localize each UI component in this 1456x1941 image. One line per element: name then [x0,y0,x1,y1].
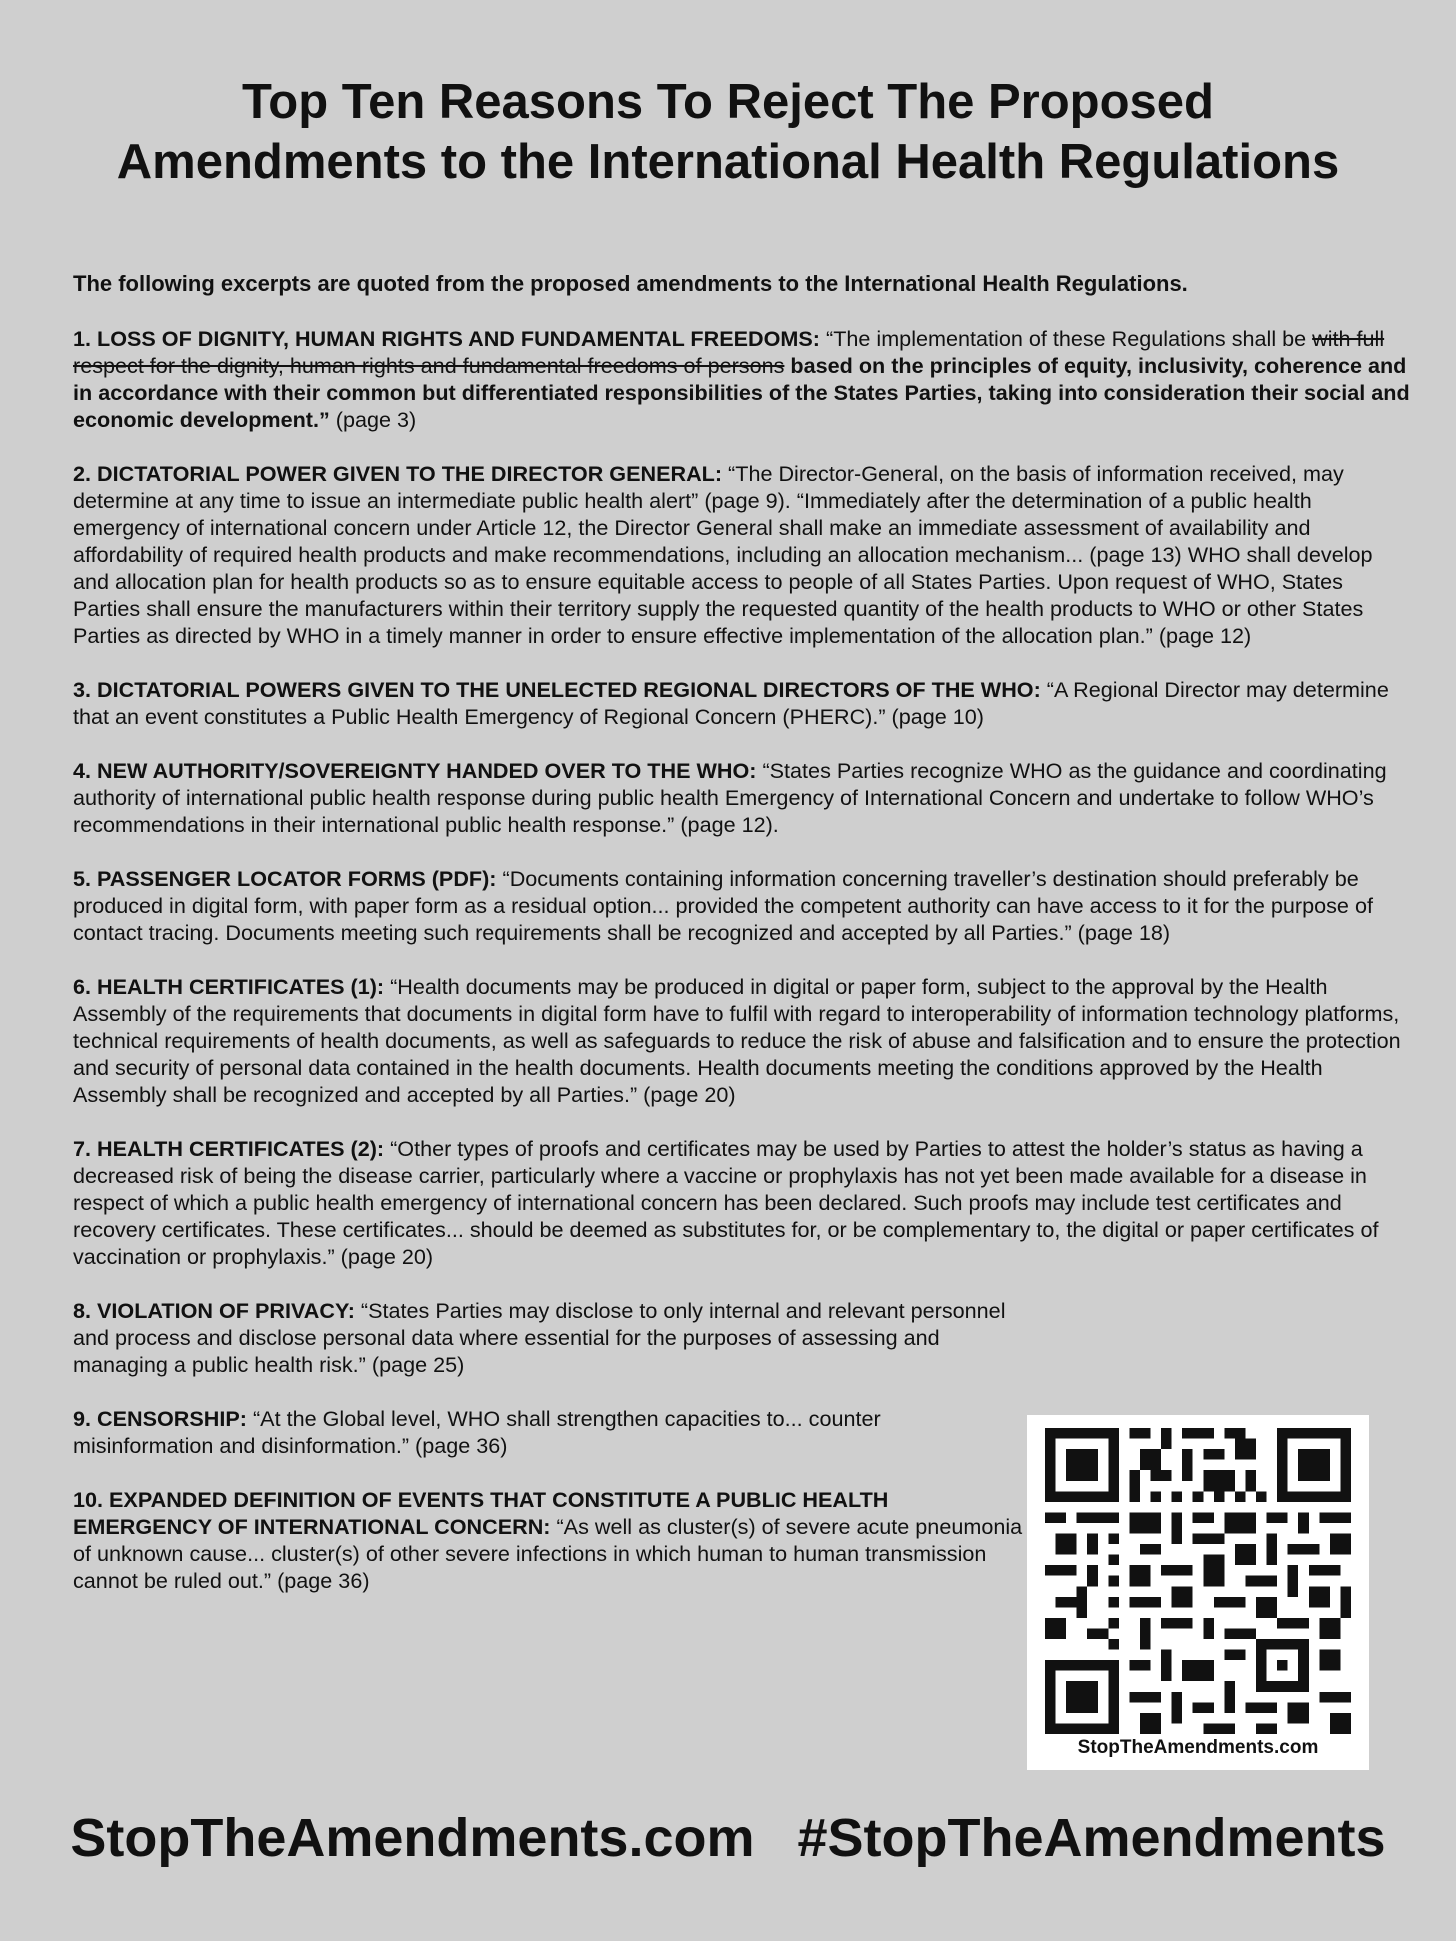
page-title [0,72,1456,192]
reason-item-3 [73,676,1413,730]
reason-heading: 1. LOSS OF DIGNITY, HUMAN RIGHTS AND FUNDAMENTAL FREEDOMS: [73,326,820,351]
reason-item-6 [73,973,1413,1108]
reason-page-ref: (page 3) [329,407,417,432]
reason-item-9 [73,1405,1023,1459]
reason-item-7 [73,1135,1413,1270]
reason-heading: 8. VIOLATION OF PRIVACY: [73,1298,355,1323]
title-line-1: Top Ten Reasons To Reject The Proposed [242,75,1214,129]
reason-text: “As well as cluster(s) of severe acute pneumonia of unknown cause... cluster(s) of other severe infections in which human to human transmission cannot be ruled out.” (page 36) [73,1514,1023,1593]
reason-heading: 10. EXPANDED DEFINITION OF EVENTS THAT CONSTITUTE A PUBLIC HEALTH EMERGENCY OF INTERNATIONAL CONCERN: [73,1487,889,1539]
reason-text: “States Parties may disclose to only internal and relevant personnel and process and disclose personal data where essential for the purposes of assessing and managing a public health risk.” (page 25) [73,1298,1006,1377]
reason-struck-text: with full respect for the dignity, human rights and fundamental freedoms of persons [73,326,1385,378]
reason-heading: 9. CENSORSHIP: [73,1406,247,1431]
footer-hashtag: #StopTheAmendments [797,1808,1386,1868]
reason-text: “Other types of proofs and certificates may be used by Parties to attest the holder’s status as having a decreased risk of being the disease carrier, particularly where a vaccine or prophylaxis has not yet been made available for a disease in respect of which a public health emergency of international concern has been declared. Such proofs may include test certificates and recovery certificates. These certificates... should be deemed as substitutes for, or be complementary to, the digital or paper certificates of vaccination or prophylaxis.” (page 20) [73,1136,1379,1269]
qr-code-panel [1027,1415,1369,1770]
reason-text: “The Director-General, on the basis of information received, may determine at any time to issue an intermediate public health alert” (page 9). “Immediately after the determination of a public health emergency of international concern under Article 12, the Director General shall make an immediate assessment of availability and affordability of required health products and make recommendations, including an allocation mechanism... (page 13) WHO shall develop and allocation plan for health products so as to ensure equitable access to people of all States Parties. Upon request of WHO, States Parties shall ensure the manufacturers within their territory supply the requested quantity of the health products to WHO or other States Parties as directed by WHO in a timely manner in order to ensure effective implementation of the allocation plan.” (page 12) [73,461,1373,648]
footer-site: StopTheAmendments.com [70,1808,755,1868]
reason-heading: 7. HEALTH CERTIFICATES (2): [73,1136,385,1161]
reason-item-8 [73,1297,1023,1378]
reason-item-5 [73,865,1413,946]
reason-heading: 5. PASSENGER LOCATOR FORMS (PDF): [73,866,497,891]
reason-text: “At the Global level, WHO shall strengthen capacities to... counter misinformation and disinformation.” (page 36) [73,1406,881,1458]
reason-heading: 3. DICTATORIAL POWERS GIVEN TO THE UNELECTED REGIONAL DIRECTORS OF THE WHO: [73,677,1041,702]
reason-heading: 2. DICTATORIAL POWER GIVEN TO THE DIRECTOR GENERAL: [73,461,723,486]
reason-item-4 [73,757,1413,838]
reason-text: “Health documents may be produced in digital or paper form, subject to the approval by the Health Assembly of the requirements that documents in digital form have to fulfil with regard to interoperability of information technology platforms, technical requirements of health documents, as well as safeguards to reduce the risk of abuse and falsification and to ensure the protection and security of personal data contained in the health documents. Health documents meeting the conditions approved by the Health Assembly shall be recognized and accepted by all Parties.” (page 20) [73,974,1401,1107]
reason-text: “The implementation of these Regulations shall be [820,326,1313,351]
reason-heading: 4. NEW AUTHORITY/SOVEREIGNTY HANDED OVER TO THE WHO: [73,758,757,783]
reason-text: “A Regional Director may determine that an event constitutes a Public Health Emergency of Regional Concern (PHERC).” (page 10) [73,677,1389,729]
reason-bold-text: based on the principles of equity, inclusivity, coherence and in accordance with their common but differentiated responsibilities of the States Parties, taking into consideration their social and economic development.” [73,353,1410,432]
title-line-2: Amendments to the International Health Regulations [116,135,1340,189]
qr-code-icon [1045,1428,1351,1734]
reason-text: “States Parties recognize WHO as the guidance and coordinating authority of international public health response during public health Emergency of International Concern and undertake to follow WHO’s recommendations in their international public health response.” (page 12). [73,758,1387,837]
qr-caption: StopTheAmendments.com [1077,1737,1319,1758]
reason-item-10 [73,1486,1023,1594]
footer-banner [0,1806,1456,1870]
reason-heading: 6. HEALTH CERTIFICATES (1): [73,974,385,999]
reason-item-1 [73,325,1413,433]
reason-text: “Documents containing information concerning traveller’s destination should preferably be produced in digital form, with paper form as a residual option... provided the competent authority can have access to it for the purpose of contact tracing. Documents meeting such requirements shall be recognized and accepted by all Parties.” (page 18) [73,866,1373,945]
intro-text: The following excerpts are quoted from the proposed amendments to the International Health Regulations. [73,271,1188,296]
reason-item-2 [73,460,1413,649]
